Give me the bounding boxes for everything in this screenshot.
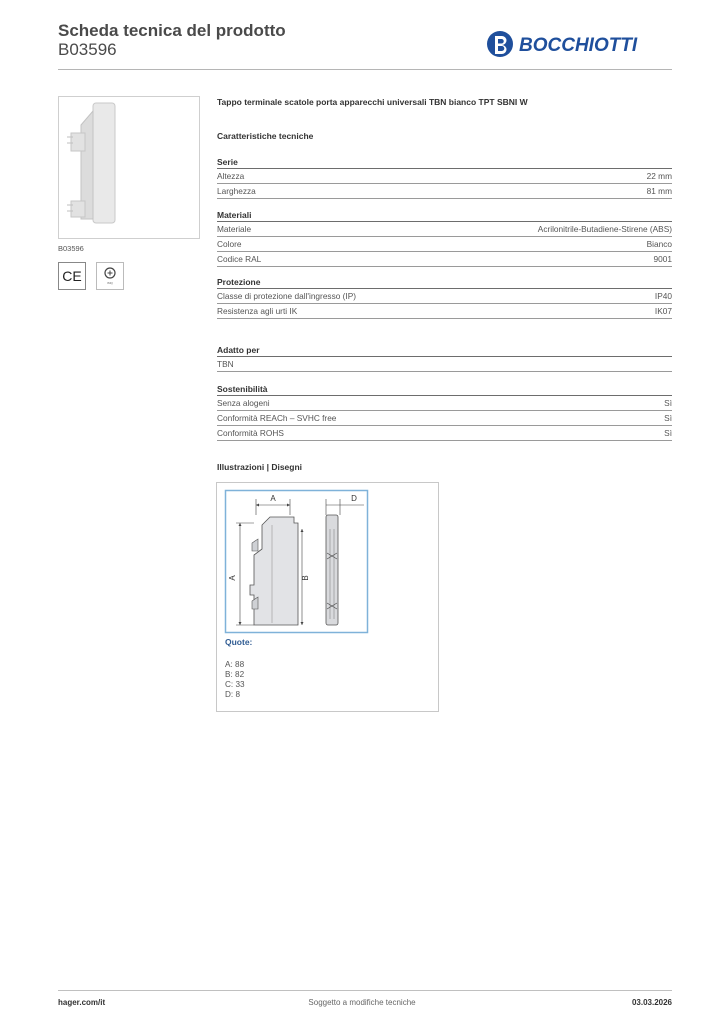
section-materiali [217,209,672,267]
ce-mark [58,262,86,290]
spec-label: Senza alogeni [217,398,270,408]
spec-value: IP40 [654,291,672,301]
quote-b: B: 82 [225,670,245,679]
section-title: Adatto per [217,344,672,357]
header-divider [58,69,672,70]
spec-row [217,184,672,199]
section-title: Materiali [217,209,672,222]
spec-value: 81 mm [646,186,672,196]
footer-disclaimer: Soggetto a modifiche tecniche [308,998,416,1007]
dimension-label-a: A [270,494,276,503]
spec-label: Codice RAL [217,254,262,264]
dimension-drawing-icon [224,489,370,635]
quote-title: Quote: [225,637,253,647]
section-title: Serie [217,156,672,169]
quote-d: D: 8 [225,690,241,699]
spec-value: Sì [664,428,672,438]
product-description: Tappo terminale scatole porta apparecchi universali TBN bianco TPT SBNI W [217,97,528,107]
quote-c: C: 33 [225,680,245,689]
spec-row [217,289,672,304]
dimension-label-b: B [301,575,310,581]
spec-value: Bianco [646,239,672,249]
product-code: B03596 [58,40,117,59]
spec-label: Colore [217,239,242,249]
end-cap-image-icon [59,97,199,238]
section-adatto-per [217,344,672,372]
quote-a: A: 88 [225,660,245,669]
image-caption: B03596 [58,244,84,253]
spec-row [217,252,672,267]
bocchiotti-logo-icon [486,30,668,58]
spec-value: Sì [664,413,672,423]
section-sostenibilita [217,383,672,441]
spec-row [217,357,672,372]
imq-certification-mark [96,262,124,290]
spec-label: Larghezza [217,186,256,196]
section-protezione [217,276,672,319]
footer-divider [58,990,672,991]
spec-row [217,411,672,426]
footer-date: 03.03.2026 [631,998,672,1007]
dimension-label-a-vertical: A [228,575,237,581]
page-title: Scheda tecnica del prodotto [58,21,286,40]
spec-label: TBN [217,359,234,369]
technical-characteristics-title: Caratteristiche tecniche [217,131,314,141]
spec-label: Conformità REACh – SVHC free [217,413,337,423]
spec-value: 22 mm [646,171,672,181]
spec-value: Sì [664,398,672,408]
footer-website: hager.com/it [58,998,106,1007]
product-image [58,96,200,239]
section-title: Protezione [217,276,672,289]
spec-label: Resistenza agli urti IK [217,306,298,316]
spec-row [217,304,672,319]
spec-row [217,222,672,237]
spec-value: Acrilonitrile-Butadiene-Stirene (ABS) [537,224,672,234]
spec-row [217,396,672,411]
spec-value: 9001 [653,254,672,264]
spec-label: Altezza [217,171,245,181]
imq-icon [97,263,123,289]
ce-icon [59,263,85,289]
spec-row [217,426,672,441]
illustrations-title: Illustrazioni | Disegni [217,462,303,472]
spec-value: IK07 [654,306,672,316]
spec-label: Materiale [217,224,252,234]
dimension-label-d: D [351,494,357,503]
spec-label: Classe di protezione dall'ingresso (IP) [217,291,357,301]
imq-mark-text: IMQ [107,281,113,285]
brand-name: BOCCHIOTTI [519,35,638,56]
brand-logo [486,30,668,58]
spec-row [217,169,672,184]
technical-drawing [224,489,370,640]
ce-mark-text: CE [62,268,82,284]
spec-label: Conformità ROHS [217,428,284,438]
spec-row [217,237,672,252]
section-title: Sostenibilità [217,383,672,396]
section-serie [217,156,672,199]
